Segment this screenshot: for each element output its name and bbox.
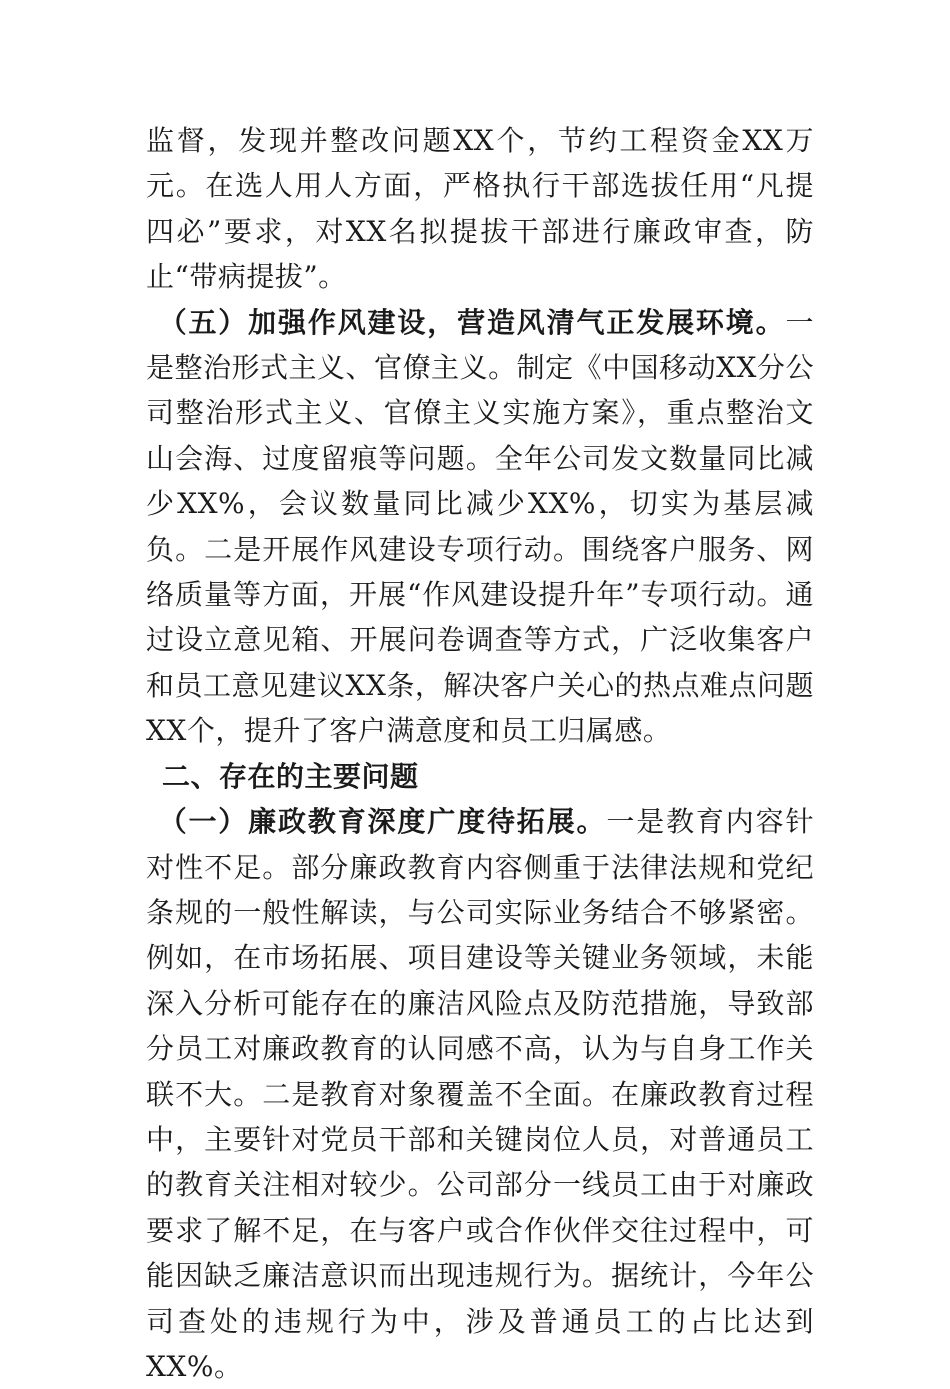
paragraph-education [146, 799, 814, 1389]
paragraph-body-education: 一是教育内容针对性不足。部分廉政教育内容侧重于法律法规和党纪条规的一般性解读，与公司实际业务结合不够紧密。例如，在市场拓展、项目建设等关键业务领域，未能深入分析可能存在的廉洁风险点及防范措施，导致部分员工对廉政教育的认同感不高，认为与自身工作关联不大。二是教育对象覆盖不全面。在廉政教育过程中，主要针对党员干部和关键岗位人员，对普通员工的教育关注相对较少。公司部分一线员工由于对廉政要求了解不足，在与客户或合作伙伴交往过程中，可能因缺乏廉洁意识而出现违规行为。据统计，今年公司查处的违规行为中，涉及普通员工的占比达到XX%。 [146, 805, 814, 1383]
paragraph-lead-style-building: （五）加强作风建设，营造风清气正发展环境。 [158, 305, 786, 339]
paragraph-lead-education: （一）廉政教育深度广度待拓展。 [158, 805, 607, 839]
section-heading: 二、存在的主要问题 [162, 759, 419, 793]
paragraph-body-style-building: 一是整治形式主义、官僚主义。制定《中国移动XX分公司整治形式主义、官僚主义实施方案》，重点整治文山会海、过度留痕等问题。全年公司发文数量同比减少XX%，会议数量同比减少XX%，切实为基层减负。二是开展作风建设专项行动。围绕客户服务、网络质量等方面，开展“作风建设提升年”专项行动。通过设立意见箱、开展问卷调查等方式，广泛收集客户和员工意见建议XX条，解决客户关心的热点难点问题XX个，提升了客户满意度和员工归属感。 [146, 305, 814, 748]
paragraph-style-building [146, 300, 814, 754]
document-body [146, 118, 814, 1389]
paragraph-continuation: 监督，发现并整改问题XX个，节约工程资金XX万元。在选人用人方面，严格执行干部选拔任用“凡提四必”要求，对XX名拟提拔干部进行廉政审查，防止“带病提拔”。 [146, 124, 814, 294]
